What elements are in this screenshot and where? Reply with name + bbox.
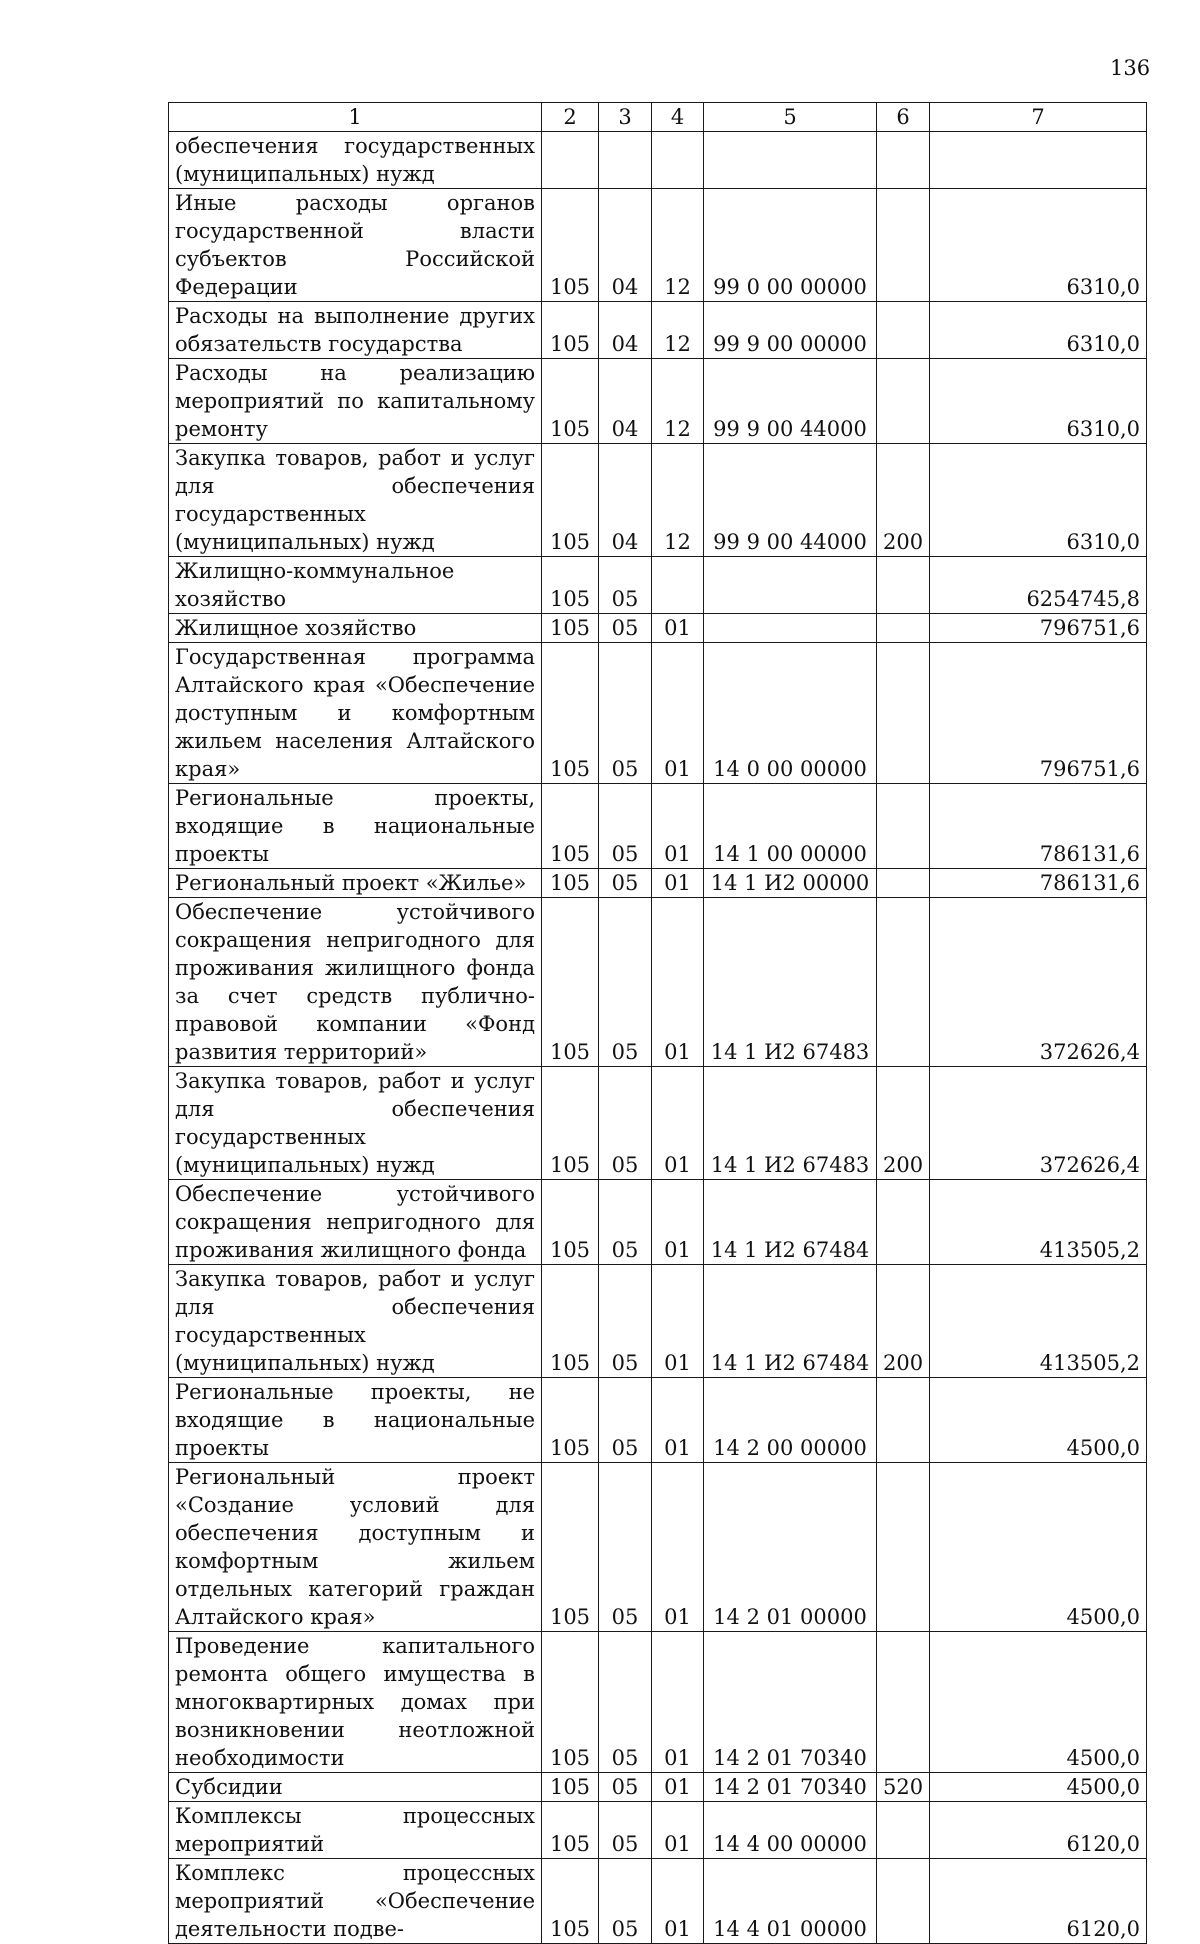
row-name-cell: Расходы на выполнение других обязательств государства <box>169 302 542 359</box>
target-code-cell: 14 2 01 00000 <box>704 1463 877 1632</box>
section-code-cell: 105 <box>542 643 599 784</box>
row-name-cell: Комплекс процессных мероприятий «Обеспечение деятельности подве- <box>169 1859 542 1944</box>
target-code-cell: 99 0 00 00000 <box>704 189 877 302</box>
table-row <box>169 1773 1147 1802</box>
amount-cell: 4500,0 <box>930 1378 1147 1463</box>
budget-table <box>168 102 1147 1944</box>
amount-cell: 6310,0 <box>930 189 1147 302</box>
row-name-cell: Региональные проекты, входящие в национальные проекты <box>169 784 542 869</box>
column-header: 6 <box>877 103 930 132</box>
column-header: 2 <box>542 103 599 132</box>
expense-type-cell <box>877 614 930 643</box>
subsection-code-cell: 05 <box>599 1067 652 1180</box>
section-code-cell: 105 <box>542 1859 599 1944</box>
expense-type-cell <box>877 898 930 1067</box>
amount-cell: 796751,6 <box>930 614 1147 643</box>
subsection-code-cell: 05 <box>599 1265 652 1378</box>
section-code-cell: 105 <box>542 302 599 359</box>
target-code-cell <box>704 557 877 614</box>
subsection-code-cell: 05 <box>599 869 652 898</box>
target-code-cell: 14 4 00 00000 <box>704 1802 877 1859</box>
table-row <box>169 784 1147 869</box>
expense-type-cell: 520 <box>877 1773 930 1802</box>
sub-subsection-code-cell: 01 <box>652 1773 704 1802</box>
subsection-code-cell: 04 <box>599 302 652 359</box>
row-name-cell: Жилищно-коммунальное хозяйство <box>169 557 542 614</box>
section-code-cell: 105 <box>542 1773 599 1802</box>
amount-cell: 372626,4 <box>930 898 1147 1067</box>
amount-cell: 4500,0 <box>930 1773 1147 1802</box>
subsection-code-cell: 04 <box>599 359 652 444</box>
target-code-cell: 99 9 00 44000 <box>704 444 877 557</box>
table-row <box>169 898 1147 1067</box>
row-name-cell: Проведение капитального ремонта общего имущества в многоквартирных домах при возникновении неотложной необходимости <box>169 1632 542 1773</box>
section-code-cell: 105 <box>542 1180 599 1265</box>
column-header: 3 <box>599 103 652 132</box>
amount-cell: 4500,0 <box>930 1463 1147 1632</box>
table-row <box>169 1859 1147 1944</box>
header-row <box>169 103 1147 132</box>
table-row <box>169 557 1147 614</box>
expense-type-cell <box>877 189 930 302</box>
sub-subsection-code-cell: 01 <box>652 1802 704 1859</box>
amount-cell: 786131,6 <box>930 784 1147 869</box>
sub-subsection-code-cell <box>652 557 704 614</box>
subsection-code-cell: 05 <box>599 1463 652 1632</box>
section-code-cell: 105 <box>542 359 599 444</box>
row-name-cell: Иные расходы органов государственной власти субъектов Российской Федерации <box>169 189 542 302</box>
sub-subsection-code-cell: 01 <box>652 643 704 784</box>
target-code-cell: 14 1 И2 67483 <box>704 898 877 1067</box>
sub-subsection-code-cell: 01 <box>652 614 704 643</box>
section-code-cell: 105 <box>542 1378 599 1463</box>
target-code-cell: 14 0 00 00000 <box>704 643 877 784</box>
row-name-cell: Закупка товаров, работ и услуг для обеспечения государственных (муниципальных) нужд <box>169 1265 542 1378</box>
target-code-cell: 14 1 И2 67484 <box>704 1265 877 1378</box>
target-code-cell <box>704 132 877 189</box>
amount-cell: 4500,0 <box>930 1632 1147 1773</box>
row-name-cell: Закупка товаров, работ и услуг для обеспечения государственных (муниципальных) нужд <box>169 444 542 557</box>
amount-cell: 413505,2 <box>930 1180 1147 1265</box>
expense-type-cell: 200 <box>877 444 930 557</box>
sub-subsection-code-cell: 12 <box>652 444 704 557</box>
row-name-cell: Закупка товаров, работ и услуг для обеспечения государственных (муниципальных) нужд <box>169 1067 542 1180</box>
subsection-code-cell <box>599 132 652 189</box>
sub-subsection-code-cell: 01 <box>652 1265 704 1378</box>
column-header: 7 <box>930 103 1147 132</box>
expense-type-cell <box>877 643 930 784</box>
table-row <box>169 302 1147 359</box>
target-code-cell: 14 1 И2 67483 <box>704 1067 877 1180</box>
column-header: 1 <box>169 103 542 132</box>
column-header: 4 <box>652 103 704 132</box>
table-row <box>169 614 1147 643</box>
subsection-code-cell: 05 <box>599 614 652 643</box>
table-row <box>169 1265 1147 1378</box>
expense-type-cell <box>877 784 930 869</box>
target-code-cell: 99 9 00 44000 <box>704 359 877 444</box>
subsection-code-cell: 05 <box>599 784 652 869</box>
section-code-cell: 105 <box>542 1067 599 1180</box>
sub-subsection-code-cell: 01 <box>652 1067 704 1180</box>
row-name-cell: Обеспечение устойчивого сокращения непригодного для проживания жилищного фонда <box>169 1180 542 1265</box>
page-number: 136 <box>1110 56 1151 80</box>
expense-type-cell <box>877 132 930 189</box>
subsection-code-cell: 05 <box>599 1802 652 1859</box>
amount-cell: 6254745,8 <box>930 557 1147 614</box>
sub-subsection-code-cell: 01 <box>652 1378 704 1463</box>
subsection-code-cell: 05 <box>599 1859 652 1944</box>
amount-cell: 796751,6 <box>930 643 1147 784</box>
expense-type-cell <box>877 869 930 898</box>
expense-type-cell: 200 <box>877 1067 930 1180</box>
sub-subsection-code-cell: 01 <box>652 1632 704 1773</box>
row-name-cell: Обеспечение устойчивого сокращения непригодного для проживания жилищного фонда за счет средств публично-правовой компании «Фонд развития территорий» <box>169 898 542 1067</box>
sub-subsection-code-cell: 01 <box>652 1463 704 1632</box>
amount-cell: 6310,0 <box>930 359 1147 444</box>
amount-cell: 6310,0 <box>930 302 1147 359</box>
expense-type-cell <box>877 1378 930 1463</box>
amount-cell: 6120,0 <box>930 1859 1147 1944</box>
section-code-cell: 105 <box>542 1802 599 1859</box>
row-name-cell: Жилищное хозяйство <box>169 614 542 643</box>
expense-type-cell <box>877 359 930 444</box>
table-row <box>169 444 1147 557</box>
section-code-cell: 105 <box>542 784 599 869</box>
sub-subsection-code-cell: 12 <box>652 359 704 444</box>
subsection-code-cell: 05 <box>599 1773 652 1802</box>
section-code-cell: 105 <box>542 444 599 557</box>
target-code-cell: 14 2 01 70340 <box>704 1632 877 1773</box>
section-code-cell: 105 <box>542 869 599 898</box>
row-name-cell: Региональные проекты, не входящие в национальные проекты <box>169 1378 542 1463</box>
target-code-cell: 14 1 И2 00000 <box>704 869 877 898</box>
subsection-code-cell: 05 <box>599 1378 652 1463</box>
target-code-cell: 14 2 00 00000 <box>704 1378 877 1463</box>
row-name-cell: Государственная программа Алтайского края «Обеспечение доступным и комфортным жильем населения Алтайского края» <box>169 643 542 784</box>
amount-cell: 786131,6 <box>930 869 1147 898</box>
table-row <box>169 643 1147 784</box>
row-name-cell: обеспечения государственных (муниципальных) нужд <box>169 132 542 189</box>
target-code-cell <box>704 614 877 643</box>
section-code-cell: 105 <box>542 557 599 614</box>
row-name-cell: Комплексы процессных мероприятий <box>169 1802 542 1859</box>
row-name-cell: Субсидии <box>169 1773 542 1802</box>
expense-type-cell <box>877 1180 930 1265</box>
table-row <box>169 1378 1147 1463</box>
section-code-cell <box>542 132 599 189</box>
row-name-cell: Региональный проект «Создание условий для обеспечения доступным и комфортным жильем отдельных категорий граждан Алтайского края» <box>169 1463 542 1632</box>
target-code-cell: 14 4 01 00000 <box>704 1859 877 1944</box>
table-row <box>169 869 1147 898</box>
target-code-cell: 14 2 01 70340 <box>704 1773 877 1802</box>
sub-subsection-code-cell: 01 <box>652 898 704 1067</box>
amount-cell <box>930 132 1147 189</box>
row-name-cell: Расходы на реализацию мероприятий по капитальному ремонту <box>169 359 542 444</box>
amount-cell: 6310,0 <box>930 444 1147 557</box>
sub-subsection-code-cell: 12 <box>652 302 704 359</box>
target-code-cell: 14 1 00 00000 <box>704 784 877 869</box>
sub-subsection-code-cell: 01 <box>652 869 704 898</box>
expense-type-cell <box>877 1632 930 1773</box>
amount-cell: 372626,4 <box>930 1067 1147 1180</box>
subsection-code-cell: 04 <box>599 189 652 302</box>
expense-type-cell <box>877 302 930 359</box>
expense-type-cell <box>877 1802 930 1859</box>
section-code-cell: 105 <box>542 189 599 302</box>
section-code-cell: 105 <box>542 1632 599 1773</box>
sub-subsection-code-cell: 01 <box>652 1859 704 1944</box>
table-row <box>169 1067 1147 1180</box>
subsection-code-cell: 05 <box>599 557 652 614</box>
amount-cell: 6120,0 <box>930 1802 1147 1859</box>
table-row <box>169 1463 1147 1632</box>
section-code-cell: 105 <box>542 614 599 643</box>
table-row <box>169 189 1147 302</box>
column-header: 5 <box>704 103 877 132</box>
amount-cell: 413505,2 <box>930 1265 1147 1378</box>
subsection-code-cell: 05 <box>599 1180 652 1265</box>
subsection-code-cell: 05 <box>599 1632 652 1773</box>
sub-subsection-code-cell: 01 <box>652 784 704 869</box>
section-code-cell: 105 <box>542 1463 599 1632</box>
table-row <box>169 359 1147 444</box>
sub-subsection-code-cell <box>652 132 704 189</box>
expense-type-cell <box>877 557 930 614</box>
sub-subsection-code-cell: 12 <box>652 189 704 302</box>
subsection-code-cell: 05 <box>599 643 652 784</box>
row-name-cell: Региональный проект «Жилье» <box>169 869 542 898</box>
subsection-code-cell: 05 <box>599 898 652 1067</box>
expense-type-cell <box>877 1463 930 1632</box>
expense-type-cell: 200 <box>877 1265 930 1378</box>
table-row <box>169 1802 1147 1859</box>
subsection-code-cell: 04 <box>599 444 652 557</box>
target-code-cell: 14 1 И2 67484 <box>704 1180 877 1265</box>
sub-subsection-code-cell: 01 <box>652 1180 704 1265</box>
expense-type-cell <box>877 1859 930 1944</box>
table-row <box>169 1632 1147 1773</box>
table-row <box>169 1180 1147 1265</box>
section-code-cell: 105 <box>542 1265 599 1378</box>
target-code-cell: 99 9 00 00000 <box>704 302 877 359</box>
table-row <box>169 132 1147 189</box>
section-code-cell: 105 <box>542 898 599 1067</box>
